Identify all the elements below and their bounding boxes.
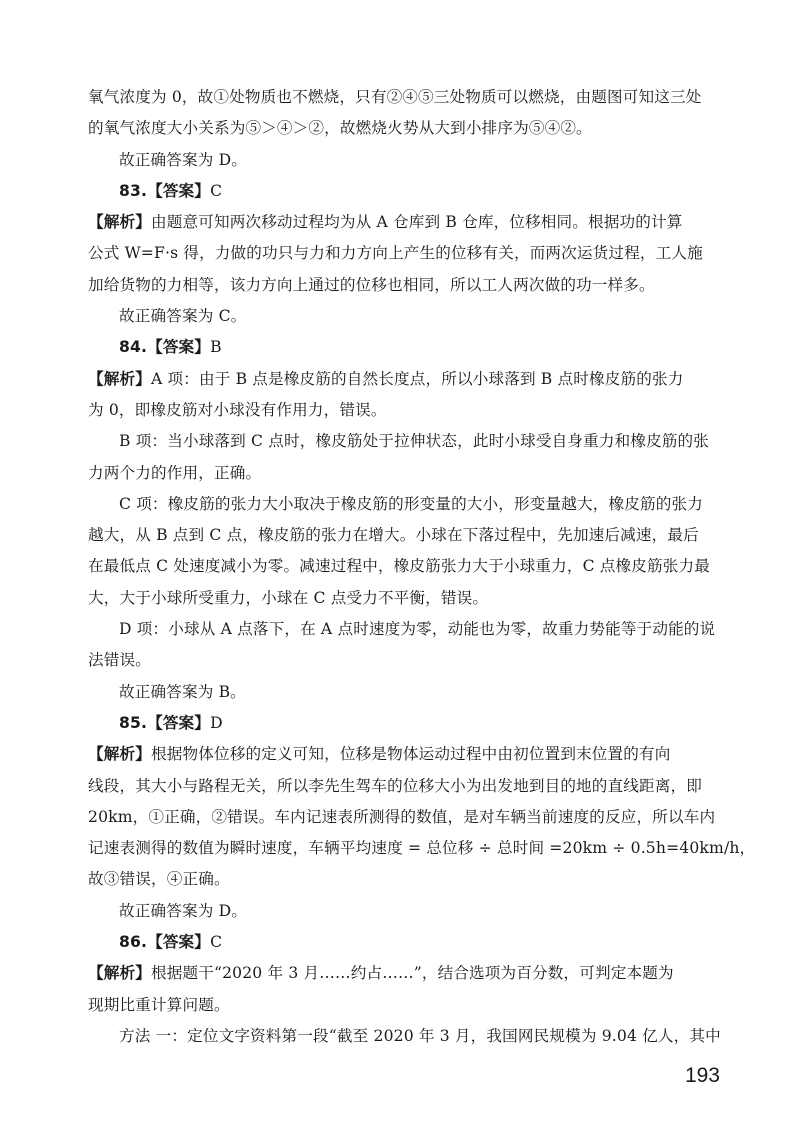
answer-value: B (210, 338, 222, 357)
line-text: 根据物体位移的定义可知，位移是物体运动过程中由初位置到末位置的有向 (150, 745, 671, 764)
line-text: A 项：由于 B 点是橡皮筋的自然长度点，所以小球落到 B 点时橡皮筋的张力 (150, 369, 684, 388)
answer-statement (88, 896, 724, 927)
line-text: B 项：当小球落到 C 点时，橡皮筋处于拉伸状态，此时小球受自身重力和橡皮筋的张 (119, 432, 710, 451)
text-line (88, 614, 724, 645)
analysis-line (88, 958, 724, 989)
analysis-label: 【解析】 (88, 745, 151, 764)
answer-heading (88, 708, 724, 739)
line-text: 故正确答案为 D。 (119, 901, 247, 920)
line-text: 法错误。 (88, 651, 151, 670)
text-line (88, 645, 724, 676)
analysis-line (88, 364, 724, 395)
text-line (88, 583, 724, 614)
text-line (88, 551, 724, 582)
line-text: 故正确答案为 B。 (119, 682, 246, 701)
page-number: 193 (684, 1064, 720, 1087)
analysis-line (88, 207, 724, 238)
text-line (88, 489, 724, 520)
line-text: 公式 W=F·s 得，力做的功只与力和力方向上产生的位移有关，而两次运货过程，工人施 (88, 244, 703, 263)
text-line (88, 520, 724, 551)
line-text: 的氧气浓度大小关系为⑤＞④＞②，故燃烧火势从大到小排序为⑤④②。 (88, 119, 592, 138)
line-text: 大，大于小球所受重力，小球在 C 点受力不平衡，错误。 (88, 588, 489, 607)
answer-label: 84.【答案】 (119, 338, 211, 357)
line-text: 在最低点 C 处速度减小为零。减速过程中，橡皮筋张力大于小球重力，C 点橡皮筋张力最 (88, 557, 711, 576)
answer-value: D (210, 713, 223, 732)
answer-value: C (210, 181, 223, 200)
answer-statement (88, 301, 724, 332)
text-line (88, 458, 724, 489)
line-text: 现期比重计算问题。 (88, 995, 230, 1014)
line-text: 线段，其大小与路程无关，所以李先生驾车的位移大小为出发地到目的地的直线距离，即 (88, 776, 703, 795)
answer-label: 86.【答案】 (119, 933, 211, 952)
document-body (88, 82, 756, 1052)
line-text: 力两个力的作用，正确。 (88, 463, 262, 482)
analysis-line (88, 739, 724, 770)
text-line (88, 270, 724, 301)
answer-statement (88, 677, 724, 708)
text-line (88, 771, 724, 802)
analysis-label: 【解析】 (88, 213, 151, 232)
text-line (88, 82, 724, 113)
line-text: C 项：橡皮筋的张力大小取决于橡皮筋的形变量的大小，形变量越大，橡皮筋的张力 (119, 494, 703, 513)
answer-label: 85.【答案】 (119, 713, 211, 732)
answer-statement (88, 145, 724, 176)
text-line (88, 113, 724, 144)
answer-heading (88, 927, 724, 958)
analysis-label: 【解析】 (88, 369, 151, 388)
answer-value: C (210, 933, 223, 952)
line-text: 为 0，即橡皮筋对小球没有作用力，错误。 (88, 400, 387, 419)
text-line (88, 1021, 724, 1052)
line-text: 故③错误，④正确。 (88, 870, 230, 889)
line-text: 加给货物的力相等，该力方向上通过的位移也相同，所以工人两次做的功一样多。 (88, 275, 655, 294)
line-text: 方法 一：定位文字资料第一段“截至 2020 年 3 月，我国网民规模为 9.04 亿人，其中 (119, 1026, 721, 1045)
line-text: 越大，从 B 点到 C 点，橡皮筋的张力在增大。小球在下落过程中，先加速后减速，最后 (88, 526, 699, 545)
text-line (88, 395, 724, 426)
line-text: 故正确答案为 C。 (119, 307, 247, 326)
answer-heading (88, 332, 724, 363)
line-text: D 项：小球从 A 点落下，在 A 点时速度为零，动能也为零，故重力势能等于动能的说 (119, 620, 716, 639)
line-text: 由题意可知两次移动过程均为从 A 仓库到 B 仓库，位移相同。根据功的计算 (150, 213, 683, 232)
text-line (88, 990, 724, 1021)
text-line (88, 238, 724, 269)
text-line (88, 833, 756, 864)
line-text: 故正确答案为 D。 (119, 150, 247, 169)
line-text: 20km，①正确，②错误。车内记速表所测得的数值，是对车辆当前速度的反应，所以车内 (88, 807, 716, 826)
text-line (88, 864, 724, 895)
text-line (88, 426, 724, 457)
line-text: 记速表测得的数值为瞬时速度，车辆平均速度 = 总位移 ÷ 总时间 =20km ÷ 0.5h=40km/h， (88, 839, 756, 858)
text-line (88, 802, 724, 833)
line-text: 根据题干“2020 年 3 月……约占……”，结合选项为百分数，可判定本题为 (150, 964, 674, 983)
answer-label: 83.【答案】 (119, 181, 211, 200)
answer-heading (88, 176, 724, 207)
line-text: 氧气浓度为 0，故①处物质也不燃烧，只有②④⑤三处物质可以燃烧，由题图可知这三处 (88, 88, 702, 106)
analysis-label: 【解析】 (88, 964, 151, 983)
